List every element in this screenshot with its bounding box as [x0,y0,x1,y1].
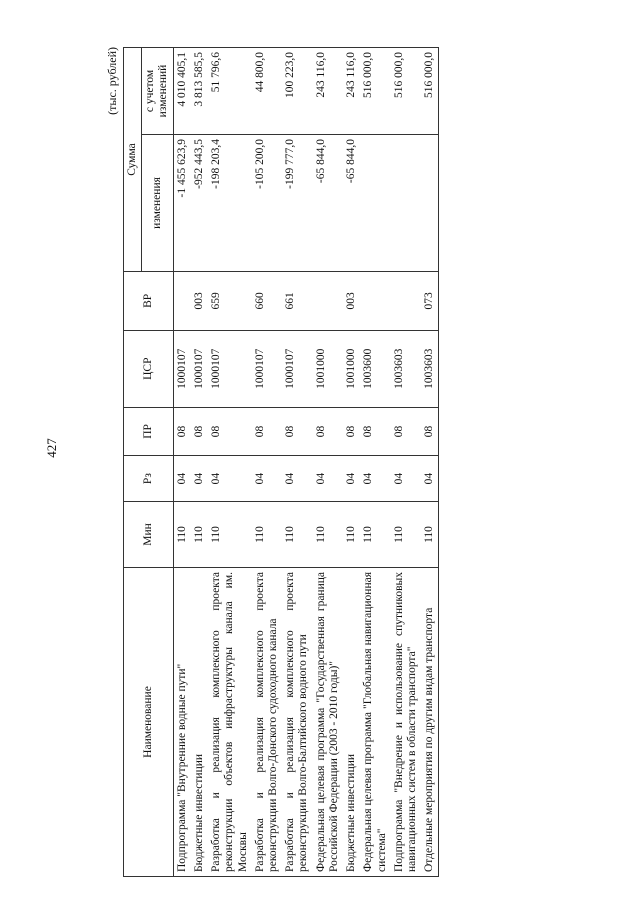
row-name: Разработка и реализация комплексного проекта реконструкции объектов инфраструктуры канала им. Москвы [208,568,252,877]
row-change: -105 200,0 [252,135,282,272]
header-row [124,48,142,877]
row-total: 243 116,0 [343,48,360,135]
row-total: 243 116,0 [313,48,343,135]
row-total: 100 223,0 [282,48,312,135]
row-min: 110 [282,501,312,567]
header-with-changes: с учетом изменений [142,48,173,135]
header-rz: Рз [124,456,174,502]
row-name: Федеральная целевая программа "Государственная граница Российской Федерации (2003 - 2010 годы)" [313,568,343,877]
row-pr: 08 [360,407,390,455]
row-csr: 1001000 [343,330,360,407]
row-csr: 1003603 [391,330,421,407]
row-csr: 1000107 [208,330,252,407]
table-row [421,48,439,877]
row-vr: 659 [208,272,252,331]
header-min: Мин [124,501,174,567]
table-row [360,48,390,877]
row-total: 516 000,0 [360,48,390,135]
page-number: 427 [43,438,59,458]
row-min: 110 [208,501,252,567]
row-rz: 04 [252,456,282,502]
row-csr: 1000107 [252,330,282,407]
row-vr [360,272,390,331]
row-total: 44 800,0 [252,48,282,135]
units-label: (тыс. рублей) [105,47,119,115]
row-min: 110 [252,501,282,567]
row-change [421,135,439,272]
row-pr: 08 [173,407,191,455]
row-rz: 04 [343,456,360,502]
header-sum: Сумма [124,48,142,272]
row-pr: 08 [343,407,360,455]
row-csr: 1000107 [191,330,208,407]
row-change [391,135,421,272]
row-name: Федеральная целевая программа "Глобальная навигационная система" [360,568,390,877]
row-min: 110 [173,501,191,567]
row-pr: 08 [421,407,439,455]
row-csr: 1000107 [282,330,312,407]
row-pr: 08 [282,407,312,455]
row-rz: 04 [421,456,439,502]
row-change: -65 844,0 [313,135,343,272]
row-min: 110 [343,501,360,567]
budget-table [123,47,439,877]
row-csr: 1003600 [360,330,390,407]
row-change: -199 777,0 [282,135,312,272]
row-vr: 003 [191,272,208,331]
header-name: Наименование [124,568,174,877]
row-total: 51 796,6 [208,48,252,135]
row-min: 110 [391,501,421,567]
row-change: -65 844,0 [343,135,360,272]
table-row [391,48,421,877]
row-rz: 04 [313,456,343,502]
header-vr: ВР [124,272,174,331]
row-min: 110 [313,501,343,567]
row-vr [313,272,343,331]
row-pr: 08 [252,407,282,455]
table-row [282,48,312,877]
row-name: Подпрограмма "Внедрение и использование спутниковых навигационных систем в области транспорта" [391,568,421,877]
row-total: 516 000,0 [391,48,421,135]
row-rz: 04 [391,456,421,502]
row-vr: 661 [282,272,312,331]
rotated-table-region [105,47,535,877]
row-name: Бюджетные инвестиции [191,568,208,877]
row-change: -1 455 623,9 [173,135,191,272]
row-total: 4 010 405,1 [173,48,191,135]
row-name: Разработка и реализация комплексного проекта реконструкции Волго-Балтийского водного пути [282,568,312,877]
row-rz: 04 [282,456,312,502]
table-body [173,48,439,877]
row-min: 110 [360,501,390,567]
row-vr [391,272,421,331]
header-change: изменения [142,135,173,272]
row-rz: 04 [360,456,390,502]
row-name: Подпрограмма "Внутренние водные пути" [173,568,191,877]
row-pr: 08 [391,407,421,455]
row-rz: 04 [173,456,191,502]
row-vr: 073 [421,272,439,331]
table-row [208,48,252,877]
row-rz: 04 [191,456,208,502]
table-row [191,48,208,877]
row-name: Бюджетные инвестиции [343,568,360,877]
row-rz: 04 [208,456,252,502]
row-vr: 003 [343,272,360,331]
row-total: 516 000,0 [421,48,439,135]
table-row [252,48,282,877]
row-csr: 1000107 [173,330,191,407]
row-total: 3 813 585,5 [191,48,208,135]
row-min: 110 [421,501,439,567]
header-pr: ПР [124,407,174,455]
row-csr: 1003603 [421,330,439,407]
row-vr: 660 [252,272,282,331]
table-row [343,48,360,877]
table-row [173,48,191,877]
row-change: -198 203,4 [208,135,252,272]
row-name: Разработка и реализация комплексного проекта реконструкции Волго-Донского судоходного канала [252,568,282,877]
row-pr: 08 [208,407,252,455]
row-pr: 08 [191,407,208,455]
row-pr: 08 [313,407,343,455]
table-row [313,48,343,877]
row-name: Отдельные мероприятия по другим видам транспорта [421,568,439,877]
row-min: 110 [191,501,208,567]
row-change [360,135,390,272]
row-csr: 1001000 [313,330,343,407]
header-csr: ЦСР [124,330,174,407]
row-change: -952 443,5 [191,135,208,272]
row-vr [173,272,191,331]
